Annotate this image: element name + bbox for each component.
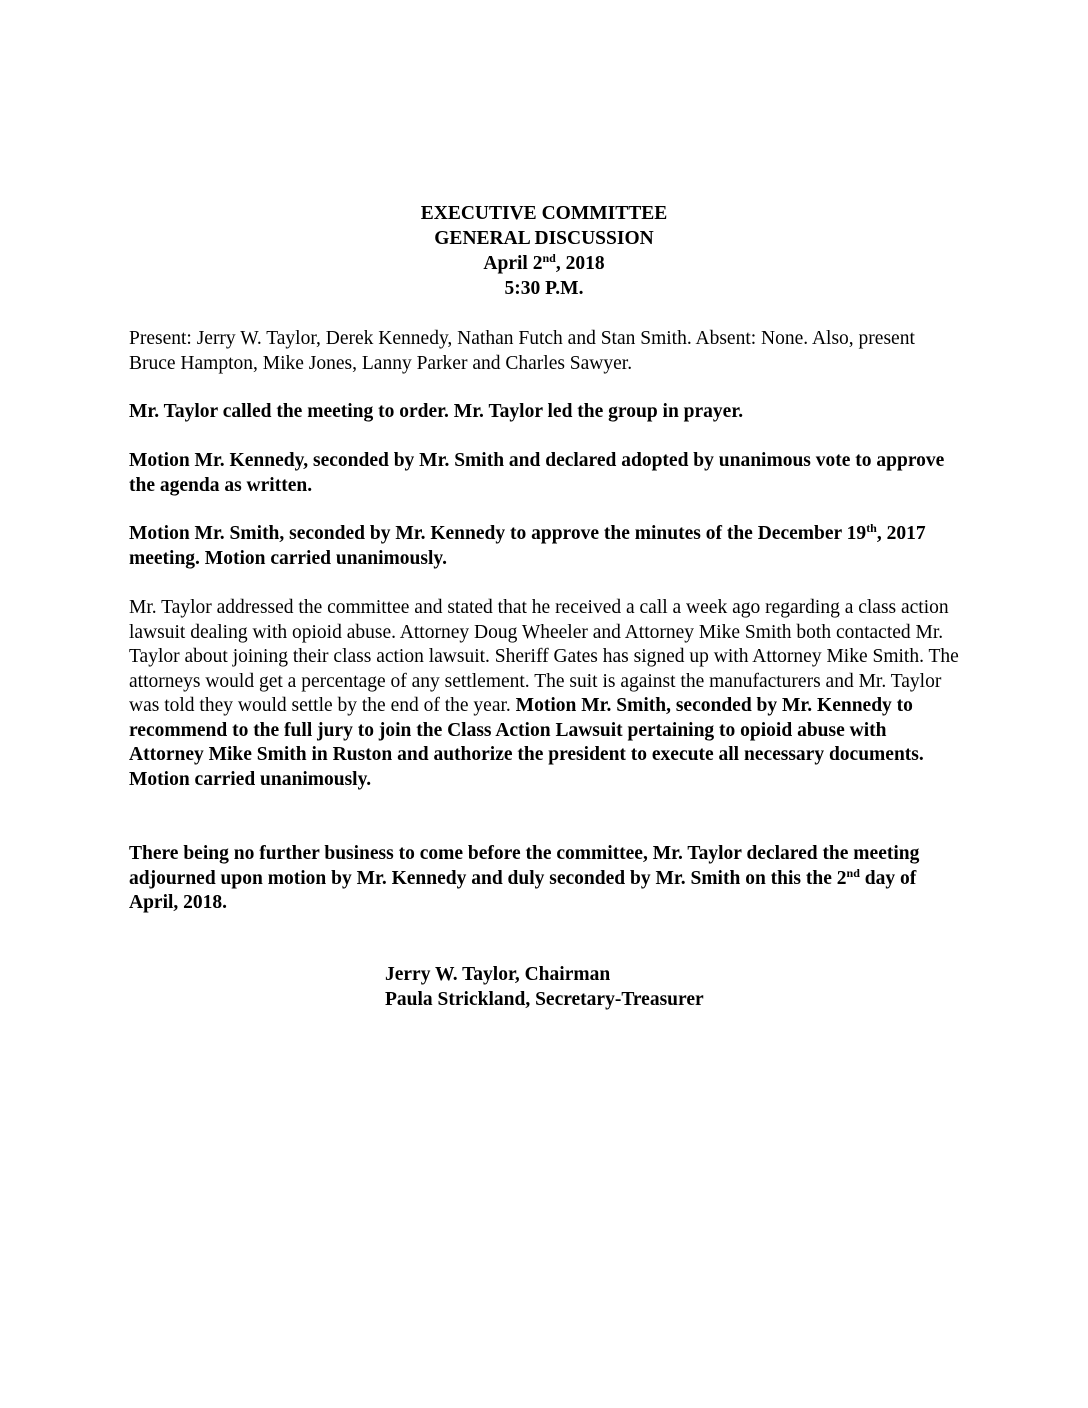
header-date-suffix: nd xyxy=(542,251,556,265)
chairman-signature: Jerry W. Taylor, Chairman xyxy=(385,964,611,985)
minutes-motion-tail: , 2017 meeting. Motion carried unanimously. xyxy=(129,523,926,569)
header-subtitle: GENERAL DISCUSSION xyxy=(434,228,654,249)
document-header xyxy=(0,201,1088,301)
adjournment-text: There being no further business to come before the committee, Mr. Taylor declared the meeting adjourned upon motion by Mr. Kennedy and duly seconded by Mr. Smith on this the 2 xyxy=(129,843,920,889)
call-to-order-paragraph: Mr. Taylor called the meeting to order. Mr. Taylor led the group in prayer. xyxy=(129,401,744,422)
header-date-year: , 2018 xyxy=(555,253,605,274)
header-title: EXECUTIVE COMMITTEE xyxy=(420,203,668,224)
lawsuit-narrative: Mr. Taylor addressed the committee and stated that he received a call a week ago regarding a class action lawsuit dealing with opioid abuse. Attorney Doug Wheeler and Attorney Mike Smith both contacted Mr. Taylor about joining their class action lawsuit. Sheriff Gates has signed up with Attorney Mike Smith. The attorneys would get a percentage of any settlement. The suit is against the manufacturers and Mr. Taylor was told they would settle by the end of the year. xyxy=(129,597,959,716)
header-date xyxy=(0,251,1088,276)
minutes-date-suffix: th xyxy=(866,521,877,535)
header-date-text: April 2 xyxy=(483,253,543,274)
adjournment-paragraph xyxy=(129,842,959,916)
signature-block xyxy=(385,962,704,1012)
lawsuit-motion: Motion Mr. Smith, seconded by Mr. Kennedy to recommend to the full jury to join the Class Action Lawsuit pertaining to opioid abuse with Attorney Mike Smith in Ruston and authorize the president to execute all necessary documents. Motion carried unanimously. xyxy=(129,695,924,790)
agenda-motion-paragraph: Motion Mr. Kennedy, seconded by Mr. Smith and declared adopted by unanimous vote to approve the agenda as written. xyxy=(129,450,945,496)
secretary-signature: Paula Strickland, Secretary-Treasurer xyxy=(385,989,704,1010)
header-time: 5:30 P.M. xyxy=(504,278,584,299)
adjournment-date-suffix: nd xyxy=(846,865,860,880)
minutes-motion-paragraph xyxy=(129,522,959,571)
attendance-paragraph: Present: Jerry W. Taylor, Derek Kennedy, Nathan Futch and Stan Smith. Absent: None. Also, present Bruce Hampton, Mike Jones, Lanny Parker and Charles Sawyer. xyxy=(129,328,915,374)
adjournment-tail: day of April, 2018. xyxy=(129,867,917,913)
minutes-motion-text: Motion Mr. Smith, seconded by Mr. Kennedy to approve the minutes of the December 19 xyxy=(129,523,867,544)
lawsuit-paragraph xyxy=(129,596,959,792)
